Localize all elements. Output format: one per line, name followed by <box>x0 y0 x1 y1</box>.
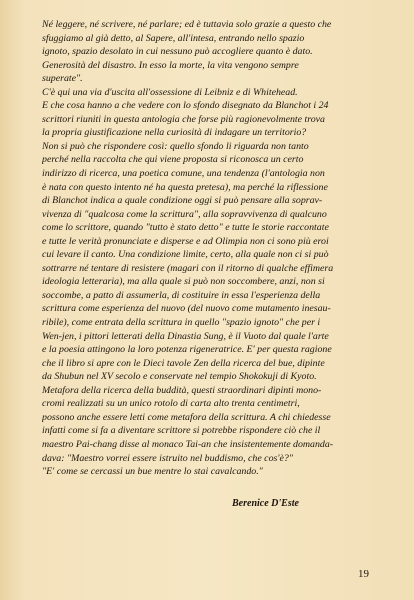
text-line: di Blanchot indica a quale condizione oggi si può pensare alla soprav- <box>42 195 323 207</box>
text-line: perché nella raccolta che qui viene proposta si riconosca un certo <box>42 154 304 166</box>
text-line: possono anche essere letti come metafora della scrittura. A chi chiedesse <box>42 411 331 423</box>
text-line: infatti come si fa a diventare scrittore si potrebbe rispondere ciò che il <box>42 425 321 437</box>
text-line: e la poesia attingono la loro potenza rigeneratrice. E' per questa ragione <box>42 344 332 356</box>
text-line: e tutte le verità pronunciate e disperse e ad Olimpia non ci sono più eroi <box>42 235 329 247</box>
text-line: da Shubun nel XV secolo e conservate nel tempio Shokokuji di Kyoto. <box>42 371 317 383</box>
text-line: che il libro si apre con le Dieci tavole Zen della ricerca del bue, dipinte <box>42 357 325 369</box>
text-line: maestro Pai-chang disse al monaco Tai-an che insistentemente domanda- <box>42 438 334 450</box>
text-line: soccombe, a patto di assumerla, di costituire in essa l'esperienza della <box>42 289 321 301</box>
text-line: Né leggere, né scrivere, né parlare; ed è tuttavia solo grazie a questo che <box>42 19 332 30</box>
text-line: Metafora della ricerca della buddità, questi straordinari dipinti mono- <box>42 384 322 396</box>
text-line: vivenza di "qualcosa come la scrittura", alla sopravvivenza di qualcuno <box>42 208 327 220</box>
text-line: è nata con questo intento né ha questa pretesa), ma perché la riflessione <box>42 181 328 193</box>
text-line: superate". <box>42 73 83 85</box>
page-number: 19 <box>358 568 369 580</box>
text-line: Generosità del disastro. In esso la morte, la vita vengono sempre <box>42 59 299 71</box>
text-line: E che cosa hanno a che vedere con lo sfondo disegnato da Blanchot i 24 <box>42 100 329 112</box>
text-line: ideologia letteraria), ma alla quale si può non soccombere, anzi, non si <box>42 276 325 288</box>
text-line: indirizzo di ricerca, una poetica comune, una tendenza (l'antologia non <box>42 168 325 180</box>
text-line: Wen-jen, i pittori letterati della Dinastia Sung, è il Vuoto dal quale l'arte <box>42 330 329 342</box>
text-line: "E' come se cercassi un bue mentre lo stai cavalcando." <box>42 466 263 478</box>
text-line: C'è qui una via d'uscita all'ossessione di Leibniz e di Whitehead. <box>42 86 298 98</box>
text-line: ribile), come entrata della scrittura in quello "spazio ignoto" che per i <box>42 317 321 329</box>
text-line: come lo scrittore, quando "tutto è stato detto" e tutte le storie raccontate <box>42 222 329 234</box>
text-line: sottrarre né tentare di resistere (magari con il ritorno di qualche effimera <box>42 262 334 274</box>
text-line: la propria giustificazione nella curiosità di indagare un territorio? <box>42 127 307 139</box>
author-signature: Berenice D'Este <box>232 498 299 509</box>
text-line: dava: "Maestro vorrei essere istruito nel buddismo, che cos'è?" <box>42 452 293 464</box>
text-line: cui levare il canto. Una condizione limite, certo, alla quale non ci si può <box>42 249 329 261</box>
text-line: ignoto, spazio desolato in cui nessuno può accogliere quanto è dato. <box>42 46 313 58</box>
body-text <box>42 18 380 479</box>
text-line: sfuggiamo al già detto, al Sapere, all'intesa, entrando nello spazio <box>42 32 305 44</box>
text-line: scrittori riuniti in questa antologia che forse più ragionevolmente trova <box>42 113 325 125</box>
text-line: Non si può che rispondere così: quello sfondo li riguarda non tanto <box>42 140 309 152</box>
text-line: cromi realizzati su un unico rotolo di carta alto trenta centimetri, <box>42 398 300 410</box>
text-line: scrittura come esperienza del nuovo (del nuovo come mutamento inesau- <box>42 303 331 315</box>
